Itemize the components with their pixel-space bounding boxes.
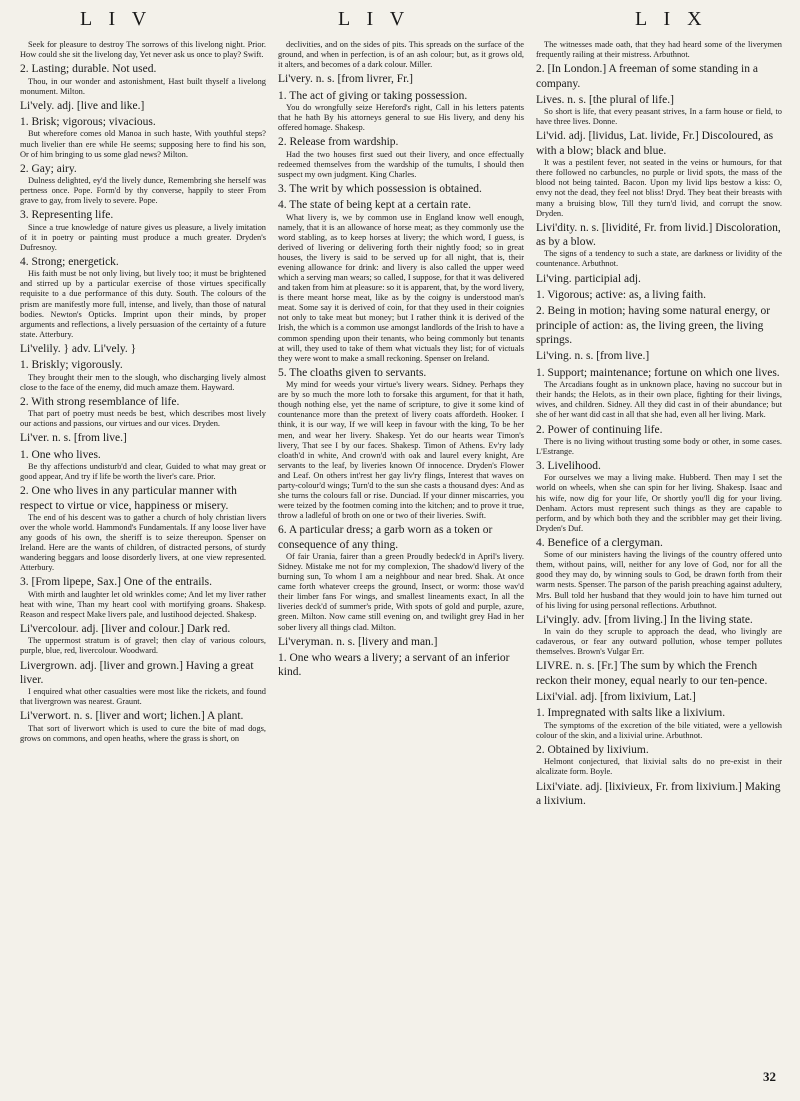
entry-headword: 6. A particular dress; a garb worn as a token or consequence of any thing. — [278, 524, 493, 551]
entry-headword: Li'vely. adj. [live and like.] — [20, 99, 145, 112]
dictionary-entry — [20, 115, 266, 160]
dictionary-entry — [536, 536, 782, 611]
dictionary-entry — [278, 135, 524, 180]
dictionary-entry — [20, 40, 266, 60]
entry-headword: 3. Representing life. — [20, 209, 114, 222]
dictionary-entry — [278, 635, 524, 649]
dictionary-entry — [278, 523, 524, 632]
dictionary-entry — [536, 659, 782, 688]
entry-headword: 1. Briskly; vigorously. — [20, 359, 123, 372]
dictionary-entry — [278, 89, 524, 134]
dictionary-entry — [278, 198, 524, 364]
entry-headword: 2. Obtained by lixivium. — [536, 743, 649, 756]
dictionary-entry — [536, 129, 782, 218]
entry-body: With mirth and laughter let old wrinkles come; And let my liver rather heat with wine, Than my heart cool with mortifying groans. Shakesp. Reason and respect Make livers pale, and lustihood dejected. Shakesp. — [20, 589, 266, 619]
page-header — [0, 8, 800, 38]
entry-headword: 3. Livelihood. — [536, 460, 601, 473]
entry-body: For ourselves we may a living make. Hubberd. Then may I set the world on wheels, when she can spin for her living. Shakesp. Isaac and his wife, now dig for your life, Or shortly you'll dig for your living. Denham. Actors must represent such things as they are capable to perform, and by which both they and the scribbler may get their living. Dryden's Duf. — [536, 473, 782, 533]
dictionary-entry — [536, 288, 782, 302]
dictionary-entry — [536, 459, 782, 534]
dictionary-entry — [20, 395, 266, 430]
entry-body: There is no living without trusting some body or other, in some cases. L'Estrange. — [536, 436, 782, 456]
entry-body: Dulness delighted, ey'd the lively dunce, Remembring she herself was pertness once. Pope. Form'd by thy converse, happily to steer From grave to gay, from lively to severe. Pope. — [20, 176, 266, 206]
entry-headword: Li'vingly. adv. [from living.] In the living state. — [536, 613, 753, 626]
entry-body: Had the two houses first sued out their livery, and once effectually redeemed themselves from the wardship of the tumults, I should then suspect my own judgment. King Charles. — [278, 149, 524, 179]
dictionary-entry — [20, 431, 266, 445]
entry-headword: Li'vid. adj. [lividus, Lat. livide, Fr.] Discoloured, as with a blow; black and blue. — [536, 130, 774, 157]
entry-body: The witnesses made oath, that they had heard some of the liverymen frequently railing at their mistress. Arbuthnot. — [536, 40, 782, 60]
entry-headword: 2. Being in motion; having some natural energy, or principle of action: as, the living green, the living springs. — [536, 305, 771, 347]
entry-body: They brought their men to the slough, who discharging lively almost close to the face of the enemy, did much amaze them. Hayward. — [20, 372, 266, 392]
entry-body: So short is life, that every peasant strives, In a farm house or field, to have three lives. Donne. — [536, 107, 782, 127]
dictionary-entry — [536, 366, 782, 421]
dictionary-entry — [20, 484, 266, 573]
dictionary-entry — [278, 40, 524, 70]
dictionary-entry — [536, 423, 782, 458]
dictionary-entry — [536, 706, 782, 741]
dictionary-entry — [20, 575, 266, 620]
entry-headword: 2. Gay; airy. — [20, 162, 77, 175]
entry-headword: 4. The state of being kept at a certain rate. — [278, 199, 471, 212]
dictionary-entry — [20, 448, 266, 483]
entry-headword: 2. One who lives in any particular manner with respect to virtue or vice, happiness or misery. — [20, 485, 237, 512]
dictionary-entry — [536, 349, 782, 363]
dictionary-entry — [20, 208, 266, 253]
entry-body: In vain do they scruple to approach the dead, who livingly are cadaverous, or fear any outward pollution, whose temper pollutes themselves. Brown's Vulgar Err. — [536, 627, 782, 657]
dictionary-entry — [536, 40, 782, 60]
dictionary-entry — [20, 62, 266, 97]
entry-headword: 1. One who wears a livery; a servant of an inferior kind. — [278, 651, 510, 679]
entry-body: The uppermost stratum is of gravel; then clay of various colours, purple, blue, red, livercolour. Woodward. — [20, 636, 266, 656]
entry-headword: Li'ving. n. s. [from live.] — [536, 350, 650, 363]
entry-body: It was a pestilent fever, not seated in the veins or humours, for that there followed no carbuncles, no purple or livid spots, the mass of the blood not being tainted. Bacon. Upon my livid lips bestow a kiss: O, envy not the dead, they feel not bliss! Dryd. They beat their breasts with many a bruising blow, Till they turn'd livid, and corrupt the snow. Dryden. — [536, 158, 782, 218]
entry-body: What livery is, we by common use in England know well enough, namely, that it is an allowance of horse meat; as they commonly use the word stabling, as to keep horses at livery; the which word, I guess, is derived of livering or delivering forth their nightly food; so in great houses, the livery is said to be served up for all night, that is, their evening allowance for drink: and livery is also called the upper weed which a serving man wears; so called, I suppose, for that it was delivered and taken from him at pleasure: so it is apparent, that, by the word livery, is there meant horse meat, like as by the coigny is understood man's meat. Some say it is derived of coin, for that they used in their coignies not only to take meat but money; but I rather think it is derived of the Irish, the which is a common use amongst landlords of the Irish to have a common spending upon their tenants, who being commonly but tenants at will, they used to take of them what victuals they list; for of victuals they were wont to make a small reckoning. Spenser on Ireland. — [278, 212, 524, 363]
dictionary-entry — [278, 72, 524, 86]
dictionary-entry — [20, 709, 266, 744]
entry-headword: 2. With strong resemblance of life. — [20, 395, 180, 408]
dictionary-entry — [20, 622, 266, 657]
dictionary-entry — [536, 221, 782, 270]
dictionary-entry — [536, 93, 782, 128]
running-head-middle: L I V — [338, 8, 411, 30]
dictionary-entry — [20, 162, 266, 207]
entry-body: Thou, in our wonder and astonishment, Hast built thyself a livelong monument. Milton. — [20, 76, 266, 96]
entry-headword: 1. Vigorous; active: as, a living faith. — [536, 288, 706, 301]
entry-headword: Li'very. n. s. [from livrer, Fr.] — [278, 73, 414, 86]
dictionary-entry — [20, 99, 266, 113]
running-head-right: L I X — [635, 8, 708, 30]
entry-headword: 5. The cloaths given to servants. — [278, 366, 427, 379]
entry-body: Seek for pleasure to destroy The sorrows of this livelong night. Prior. How could she sit the livelong day, Yet never ask us once to play? Swift. — [20, 40, 266, 60]
entry-body: My mind for weeds your virtue's livery wears. Sidney. Perhaps they are by so much the more loth to forsake this argument, for that it hath, though nothing else, yet the name of scripture, to give it some kind of countenance more than the pretext of livery coats affordeth. Hooker. I think, it is our way, If we will keep in favour with the king, To be her men, and wear her livery. Shakesp. Yet do our hearts wear Timon's livery, That see I by our faces. Shakesp. Timon of Athens. Ev'ry lady cloath'd in white, And crown'd with oak and laurel every knight, Are servants to the leaf, by liveries known Of innocence. Dryden's Flower and Leaf. On others int'rest her gay liv'ry flings, Interest that waves on party-colour'd wings; Turn'd to the sun she casts a thousand dyes: And as she turns the colours fall or rise. Dunciad. If your dinner miscarries, you were teized by the footmen coming into the kitchen; and to prove it true, throw a ladleful of broth on one or two of their liveries. Swift. — [278, 380, 524, 521]
dictionary-entry — [278, 366, 524, 521]
entry-headword: 1. One who lives. — [20, 448, 101, 461]
entry-headword: 2. Power of continuing life. — [536, 423, 663, 436]
dictionary-entry — [536, 613, 782, 658]
dictionary-entry — [20, 255, 266, 340]
entry-headword: 1. The act of giving or taking possession. — [278, 89, 468, 102]
column-2 — [278, 40, 524, 1090]
entry-body: Some of our ministers having the livings of the country offered unto them, without pains, will, neither for any love of God, nor for all the good they may do, by winning souls to God, be drawn forth from their warm nests. Spenser. The parson of the parish preaching against adultery, Mrs. Bull told her husband that they would join to have him turned out of his living for using personal reflections. Arbuthnot. — [536, 550, 782, 610]
entry-body: His faith must be not only living, but lively too; it must be brightened and stirred up by a particular exercise of those virtues specifically requisite to a due performance of this duty. South. The colours of the prism are manifestly more full, intense, and lively, than those of natural bodies. Newton's Opticks. Imprint upon their minds, by proper arguments and reflections, a lively persuasion of the certainty of a future state. Atterbury. — [20, 269, 266, 339]
dictionary-entry — [536, 690, 782, 704]
entry-body: declivities, and on the sides of pits. This spreads on the surface of the ground, and when in perfection, is of an ash colour; but, as it grows old, it alters, and becomes of a dark colour. Miller. — [278, 40, 524, 70]
entry-body: Be thy affections undisturb'd and clear, Guided to what may great or good appear, And try if life be worth the liver's care. Prior. — [20, 462, 266, 482]
dictionary-entry — [278, 651, 524, 680]
column-1 — [20, 40, 266, 1090]
entry-headword: 4. Strong; energetick. — [20, 255, 119, 268]
entry-headword: Li'ving. participial adj. — [536, 272, 641, 285]
entry-body: The signs of a tendency to such a state, are darkness or lividity of the countenance. Arbuthnot. — [536, 249, 782, 269]
entry-body: Helmont conjectured, that lixivial salts do no pre-exist in their alcalizate form. Boyle. — [536, 757, 782, 777]
page-number: 32 — [763, 1069, 776, 1084]
entry-headword: Livi'dity. n. s. [lividité, Fr. from livid.] Discoloration, as by a blow. — [536, 221, 781, 249]
entry-headword: Li'veryman. n. s. [livery and man.] — [278, 635, 438, 648]
entry-body: I enquired what other casualties were most like the rickets, and found that livergrown was nearest. Graunt. — [20, 687, 266, 707]
entry-headword: Li'vercolour. adj. [liver and colour.] Dark red. — [20, 622, 231, 635]
entry-headword: 3. The writ by which possession is obtained. — [278, 182, 482, 195]
entry-headword: LIVRE. n. s. [Fr.] The sum by which the French reckon their money, equal nearly to our ten-pence. — [536, 660, 768, 687]
entry-headword: 1. Support; maintenance; fortune on which one lives. — [536, 366, 780, 379]
entry-body: The Arcadians fought as in unknown place, having no succour but in their hands; the Helots, as in their own place, fighting for their livings, wives, and children. Sidney. All they did cast in of their abundance; but she of her want did cast in all that she had, even all her living. Mark. — [536, 380, 782, 420]
entry-headword: 4. Benefice of a clergyman. — [536, 536, 663, 549]
dictionary-entry — [536, 272, 782, 286]
entry-headword: 2. Lasting; durable. Not used. — [20, 63, 157, 76]
dictionary-columns — [20, 40, 782, 1090]
dictionary-entry — [536, 62, 782, 91]
running-head-left: L I V — [80, 8, 153, 30]
dictionary-entry — [20, 342, 266, 356]
entry-headword: 3. [From lipepe, Sax.] One of the entrails. — [20, 576, 212, 589]
entry-body: Since a true knowledge of nature gives us pleasure, a lively imitation of it in poetry or painting must produce a much greater. Dryden's Dufresnoy. — [20, 222, 266, 252]
entry-headword: Li'velily. } adv. Li'vely. } — [20, 342, 137, 355]
dictionary-entry — [536, 780, 782, 809]
column-3 — [536, 40, 782, 1090]
entry-body: That sort of liverwort which is used to cure the bite of mad dogs, grows on commons, and open heaths, where the grass is short, on — [20, 723, 266, 743]
entry-headword: Lixi'viate. adj. [lixivieux, Fr. from lixivium.] Making a lixivium. — [536, 780, 781, 807]
dictionary-entry — [536, 304, 782, 347]
entry-body: But wherefore comes old Manoa in such haste, With youthful steps? much livelier than ere while He seems; supposing here to find his son, Or of him bringing to us some glad news? Milton. — [20, 129, 266, 159]
entry-headword: Lixi'vial. adj. [from lixivium, Lat.] — [536, 691, 696, 704]
dictionary-entry — [536, 743, 782, 778]
entry-headword: 2. Release from wardship. — [278, 136, 399, 149]
entry-headword: 1. Brisk; vigorous; vivacious. — [20, 116, 156, 129]
dictionary-entry — [20, 358, 266, 393]
entry-body: Of fair Urania, fairer than a green Proudly bedeck'd in April's livery. Sidney. Mistake me not for my complexion, The shadow'd livery of the burning sun, To whom I am a neighbour and near bred. Shak. At once came forth whatever creeps the ground, Insect, or worm: those wav'd their limber fans For wings, and smallest lineaments exact, In all the liveries deck'd of summer's pride, With spots of gold and purple, azure, green. Milton. Now came still evening on, and twilight grey Had in her sober livery all things clad. Milton. — [278, 551, 524, 632]
dictionary-entry — [278, 182, 524, 196]
entry-body: You do wrongfully seize Hereford's right, Call in his letters patents that he hath By his attorneys general to sue His livery, and deny his offered homage. Shakesp. — [278, 102, 524, 133]
entry-headword: Li'ver. n. s. [from live.] — [20, 432, 127, 445]
entry-body: The symptoms of the excretion of the bile vitiated, were a yellowish colour of the skin, and a lixivial urine. Arbuthnot. — [536, 720, 782, 740]
dictionary-entry — [20, 659, 266, 708]
entry-body: The end of his descent was to gather a church of holy christian livers over the whole world. Hammond's Fundamentals. If any loose liver have any goods of his own, the sheriff is to seize thereupon. Spenser on Ireland. Here are the wants of children, of distracted persons, of sturdy wandering beggars and loose disorderly livers, at one view represented. Atterbury. — [20, 512, 266, 573]
entry-headword: Lives. n. s. [the plural of life.] — [536, 93, 674, 106]
entry-headword: Li'verwort. n. s. [liver and wort; lichen.] A plant. — [20, 710, 244, 723]
entry-headword: 2. [In London.] A freeman of some standing in a company. — [536, 63, 758, 90]
entry-body: That part of poetry must needs be best, which describes most lively our actions and passions, our virtues and our vices. Dryden. — [20, 409, 266, 429]
entry-headword: 1. Impregnated with salts like a lixivium. — [536, 707, 726, 720]
entry-headword: Livergrown. adj. [liver and grown.] Having a great liver. — [20, 659, 254, 686]
